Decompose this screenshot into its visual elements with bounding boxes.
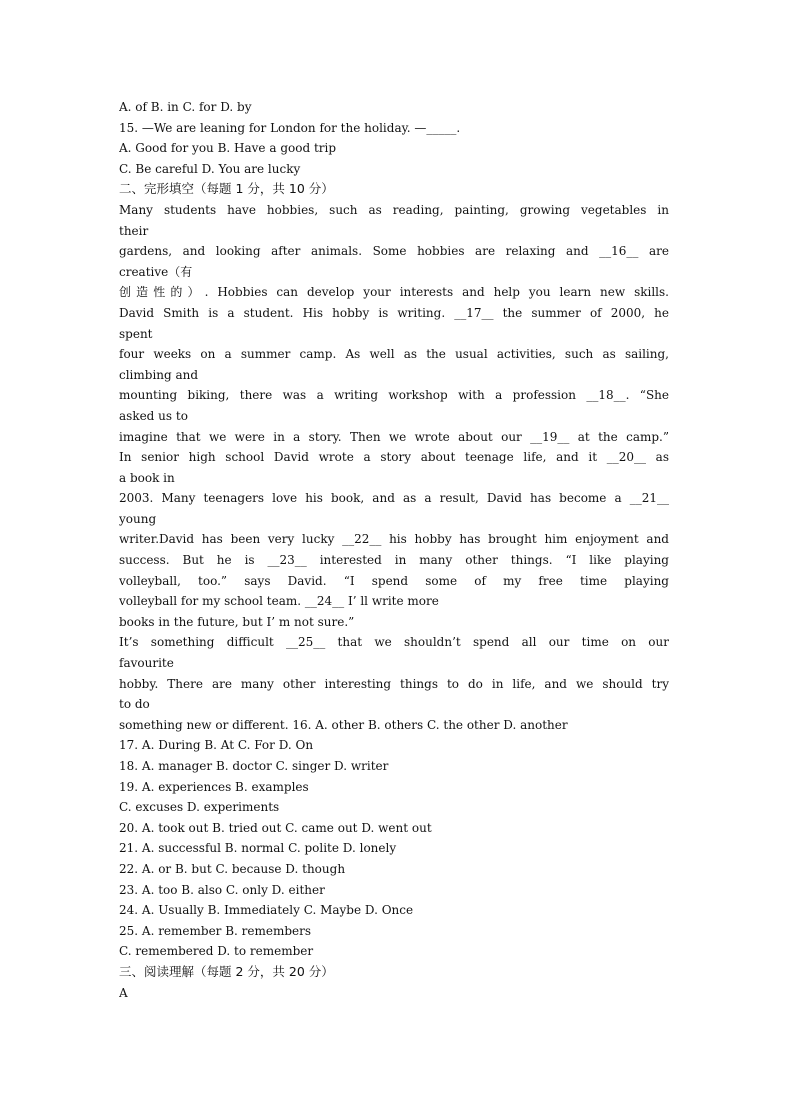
passage-line: writer.David has been very lucky __22__ his hobby has brought him enjoyment and [119, 532, 669, 547]
option-line-22: 22. A. or B. but C. because D. though [119, 861, 346, 876]
option-line-25b: C. remembered D. to remember [119, 944, 314, 959]
passage-line: books in the future, but I’ m not sure.” [119, 614, 355, 629]
option-line-15a: A. Good for you B. Have a good trip [119, 141, 337, 156]
passage-line: In senior high school David wrote a story about teenage life, and it __20__ as [119, 450, 669, 465]
section-heading-cloze: 二、完形填空（每题 1 分，共 10 分） [119, 181, 334, 197]
passage-line: four weeks on a summer camp. As well as the usual activities, such as sailing, [119, 347, 669, 362]
option-line-19b: C. excuses D. experiments [119, 800, 280, 815]
section-heading-reading: 三、阅读理解（每题 2 分，共 20 分） [119, 963, 334, 979]
passage-line: It’s something difficult __25__ that we shouldn’t spend all our time on our [119, 635, 669, 650]
option-line-17: 17. A. During B. At C. For D. On [119, 738, 314, 753]
option-line-19a: 19. A. experiences B. examples [119, 779, 309, 794]
passage-line: mounting biking, there was a writing workshop with a profession __18__. “She [119, 388, 669, 403]
passage-line: something new or different. 16. A. other B. others C. the other D. another [119, 717, 568, 732]
passage-line: climbing and [119, 367, 199, 382]
passage-line: 创造性的）. Hobbies can develop your interests and help you learn new skills. [119, 285, 669, 300]
passage-line: David Smith is a student. His hobby is writing. __17__ the summer of 2000, he [119, 305, 669, 320]
passage-line: gardens, and looking after animals. Some hobbies are relaxing and __16__ are [119, 244, 669, 259]
option-line-21: 21. A. successful B. normal C. polite D. lonely [119, 841, 397, 856]
option-line-15b: C. Be careful D. You are lucky [119, 161, 301, 176]
document-page [119, 97, 669, 1003]
passage-line: to do [119, 697, 150, 712]
passage-line: Many students have hobbies, such as reading, painting, growing vegetables in [119, 202, 669, 217]
option-line-14: A. of B. in C. for D. by [119, 100, 252, 114]
passage-line: young [119, 511, 157, 526]
passage-line: asked us to [119, 408, 188, 423]
passage-line: favourite [119, 656, 174, 671]
option-line-23: 23. A. too B. also C. only D. either [119, 882, 325, 897]
passage-line: creative（有 [119, 264, 193, 279]
passage-label: A [119, 985, 128, 1000]
option-line-20: 20. A. took out B. tried out C. came out D. went out [119, 820, 432, 835]
passage-line: spent [119, 326, 153, 341]
passage-line: imagine that we were in a story. Then we wrote about our __19__ at the camp.” [119, 429, 669, 444]
passage-line: success. But he is __23__ interested in many other things. “I like playing [119, 553, 669, 568]
question-15: 15. —We are leaning for London for the holiday. —_____. [119, 120, 461, 135]
passage-line: their [119, 223, 149, 238]
passage-line: 2003. Many teenagers love his book, and as a result, David has become a __21__ [119, 491, 669, 506]
passage-line: volleyball, too.” says David. “I spend some of my free time playing [119, 573, 669, 588]
option-line-18: 18. A. manager B. doctor C. singer D. writer [119, 759, 389, 773]
option-line-25a: 25. A. remember B. remembers [119, 923, 312, 938]
passage-line: hobby. There are many other interesting things to do in life, and we should try [119, 676, 669, 691]
passage-line: a book in [119, 470, 175, 485]
option-line-24: 24. A. Usually B. Immediately C. Maybe D. Once [119, 903, 414, 918]
passage-line: volleyball for my school team. __24__ I’ ll write more [119, 594, 439, 609]
